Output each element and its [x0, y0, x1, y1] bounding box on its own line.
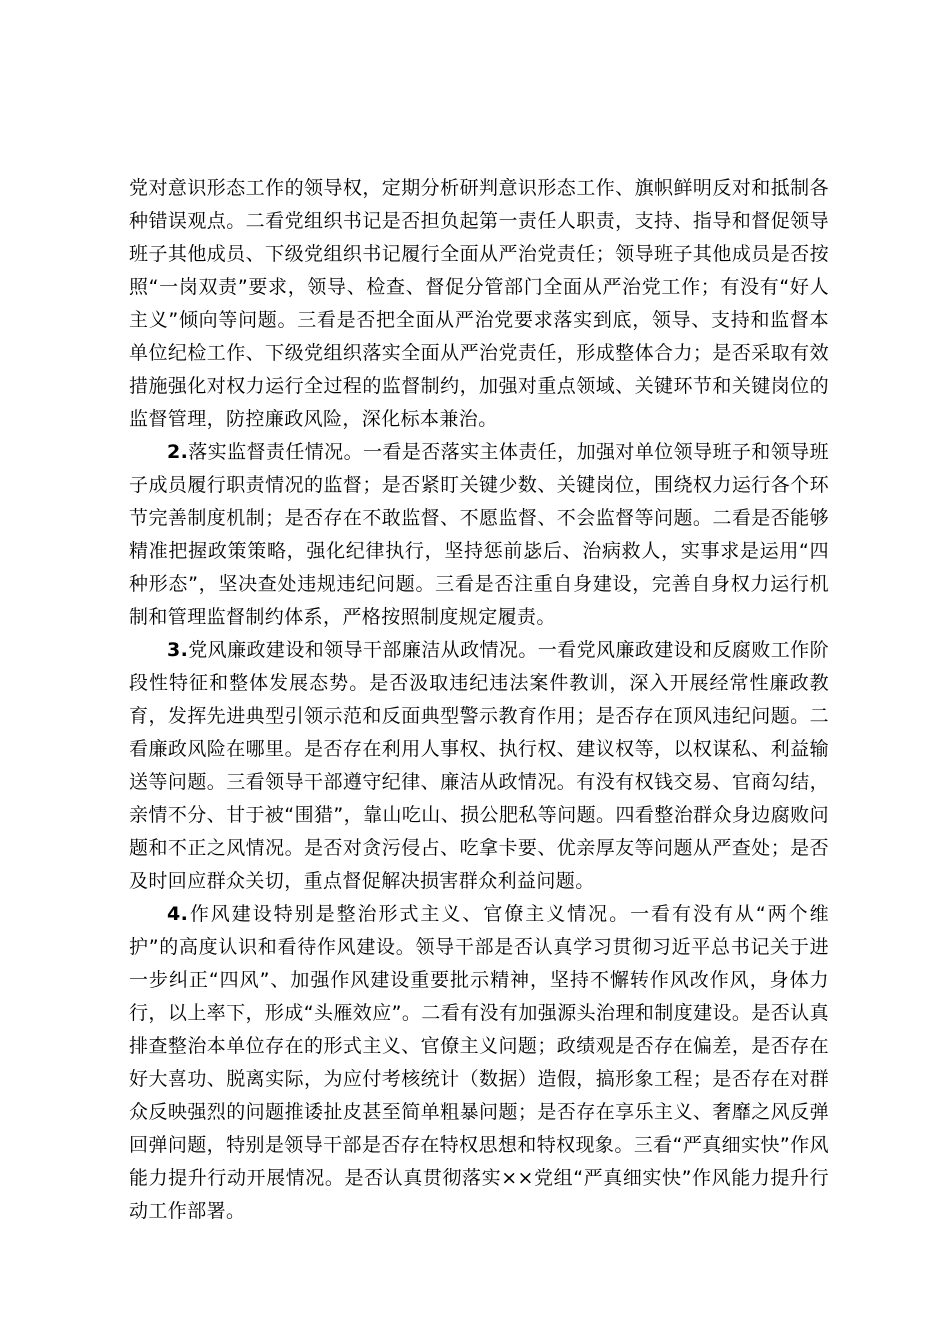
- item-number: 3.: [167, 639, 189, 661]
- paragraph-text: 党风廉政建设和领导干部廉洁从政情况。一看党风廉政建设和反腐败工作阶段性特征和整体发展态势。是否汲取违纪违法案件教训，深入开展经常性廉政教育，发挥先进典型引领示范和反面典型警示教育作用；是否存在顶风违纪问题。二看廉政风险在哪里。是否存在利用人事权、执行权、建议权等，以权谋私、利益输送等问题。三看领导干部遵守纪律、廉洁从政情况。有没有权钱交易、官商勾结，亲情不分、甘于被“围猎”，靠山吃山、损公肥私等问题。四看整治群众身边腐败问题和不正之风情况。是否对贪污侵占、吃拿卡要、优亲厚友等问题从严查处；是否及时回应群众关切，重点督促解决损害群众利益问题。: [129, 639, 829, 892]
- paragraph-text: 落实监督责任情况。一看是否落实主体责任，加强对单位领导班子和领导班子成员履行职责情况的监督；是否紧盯关键少数、关键岗位，围绕权力运行各个环节完善制度机制；是否存在不敢监督、不愿监督、不会监督等问题。二看是否能够精准把握政策策略，强化纪律执行，坚持惩前毖后、治病救人，实事求是运用“四种形态”，坚决查处违规违纪问题。三看是否注重自身建设，完善自身权力运行机制和管理监督制约体系，严格按照制度规定履责。: [129, 441, 829, 628]
- paragraph-continuation: [129, 172, 829, 436]
- paragraph-item-4: [129, 898, 829, 1228]
- paragraph-text: 党对意识形态工作的领导权，定期分析研判意识形态工作、旗帜鲜明反对和抵制各种错误观点。二看党组织书记是否担负起第一责任人职责，支持、指导和督促领导班子其他成员、下级党组织书记履行全面从严治党责任；领导班子其他成员是否按照“一岗双责”要求，领导、检查、督促分管部门全面从严治党工作；有没有“好人主义”倾向等问题。三看是否把全面从严治党要求落实到底，领导、支持和监督本单位纪检工作、下级党组织落实全面从严治党责任，形成整体合力；是否采取有效措施强化对权力运行全过程的监督制约，加强对重点领域、关键环节和关键岗位的监督管理，防控廉政风险，深化标本兼治。: [129, 177, 829, 430]
- paragraph-item-3: [129, 634, 829, 898]
- item-number: 4.: [167, 903, 189, 925]
- paragraph-text: 作风建设特别是整治形式主义、官僚主义情况。一看有没有从“两个维护”的高度认识和看待作风建设。领导干部是否认真学习贯彻习近平总书记关于进一步纠正“四风”、加强作风建设重要批示精神，坚持不懈转作风改作风，身体力行，以上率下，形成“头雁效应”。二看有没有加强源头治理和制度建设。是否认真排查整治本单位存在的形式主义、官僚主义问题；政绩观是否存在偏差，是否存在好大喜功、脱离实际，为应付考核统计（数据）造假，搞形象工程；是否存在对群众反映强烈的问题推诿扯皮甚至简单粗暴问题；是否存在享乐主义、奢靡之风反弹回弹问题，特别是领导干部是否存在特权思想和特权现象。三看“严真细实快”作风能力提升行动开展情况。是否认真贯彻落实××党组“严真细实快”作风能力提升行动工作部署。: [129, 903, 829, 1222]
- item-number: 2.: [167, 441, 189, 463]
- document-body: [129, 172, 829, 1228]
- paragraph-item-2: [129, 436, 829, 634]
